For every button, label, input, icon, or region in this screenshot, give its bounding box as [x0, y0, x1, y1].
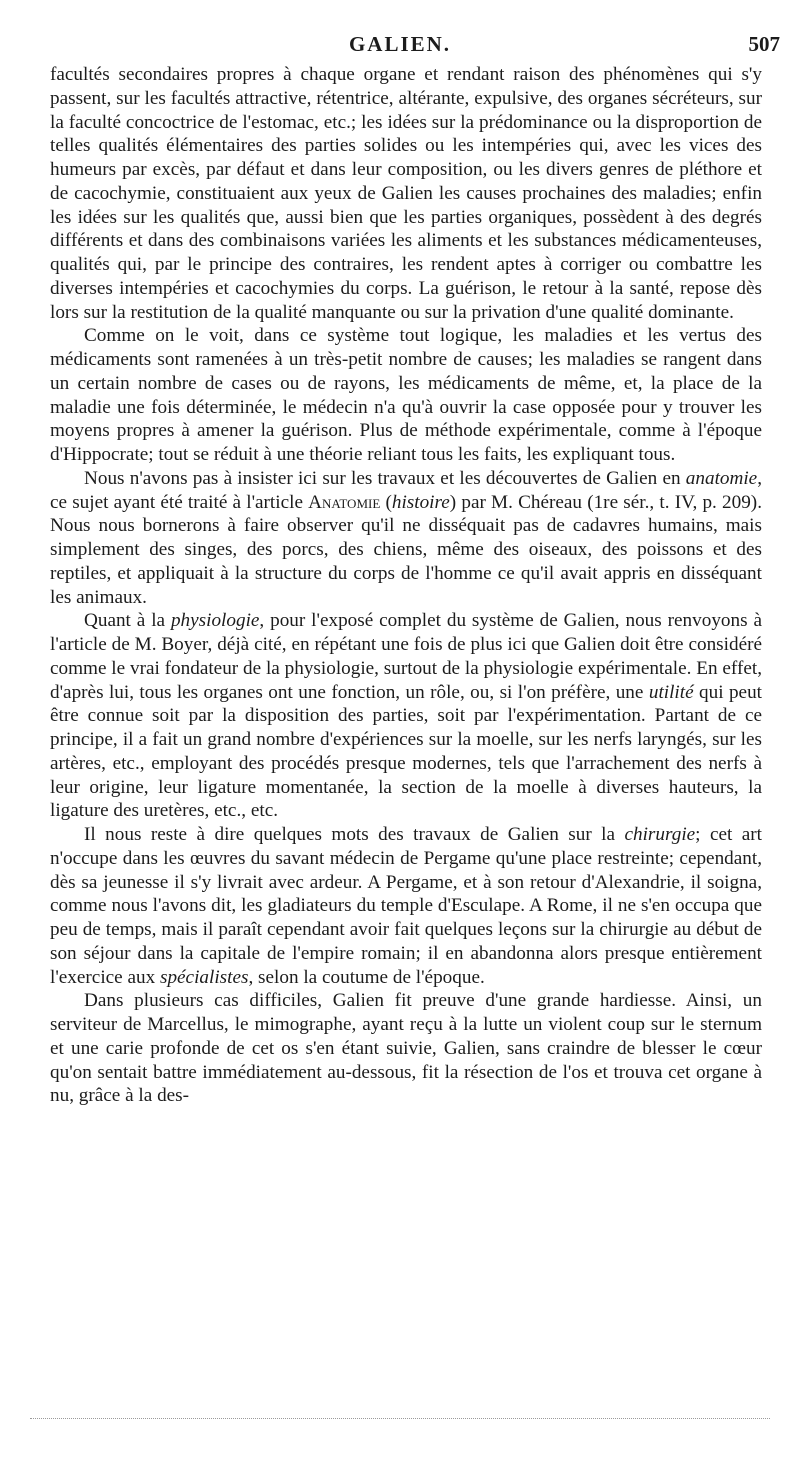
paragraph-p3-segment: anatomie — [685, 467, 758, 489]
running-head — [0, 32, 800, 62]
paragraph-p5-segment: chirurgie — [624, 824, 696, 845]
paragraph-p3-segment: , ce sujet ayant été traité à l'article — [50, 467, 762, 513]
paragraph-p4-segment: , pour l'exposé complet du système de Galien, nous renvoyons à l'article de M. Boyer, déjà cité, en répétant une fois de plus ici que Galien doit être considéré comme le vrai fondateur de la physiologie, surtout de la physiologie expérimentale. En effet, d'après lui, tous les organes ont une fonction, un rôle, ou, si l'on préfère, une — [50, 610, 762, 703]
paragraph-p4-segment: Quant à la — [84, 610, 171, 632]
paragraph-p5-segment: ; cet art n'occupe dans les œuvres du savant médecin de Pergame qu'une place restreinte; cependant, dès sa jeunesse il s'y livrait avec ardeur. A Pergame, et à son retour d'Alexandrie, il soigna, comme nous l'avons dit, les gladiateurs du temple d'Esculape. A Rome, il ne s'en occupa que peu de temps, mais il paraît cependant avoir fait quelques leçons sur la chirurgie au début de son séjour dans la capitale de l'empire romain; il en abandonna alors presque entièrement l'exercice aux — [50, 824, 762, 988]
paragraph-p3 — [50, 467, 762, 610]
paragraph-p2-segment: Comme on le voit, dans ce système tout logique, les maladies et les vertus des médicaments sont ramenées à un très-petit nombre de causes; les maladies se rangent dans un certain nombre de cases ou de rayons, les médicaments de même, et, la place de la maladie une fois déterminée, le médecin n'a qu'à ouvrir la case opposée pour y trouver les moyens propres à amener la guérison. Plus de méthode expérimentale, comme à l'époque d'Hippocrate; tout se réduit à une théorie reliant tous les faits, les expliquant tous. — [50, 325, 762, 465]
paragraph-p4-segment: qui peut être connue soit par la disposition des parties, soit par l'expérimentation. Partant de ce principe, il a fait un grand nombre d'expériences sur la moelle, sur les nerfs laryngés, sur les artères, etc., employant des procédés presque modernes, tels que l'arrachement des nerfs à leur origine, leur ligature momentanée, la section de la moelle à diverses hauteurs, la ligature des uretères, etc., etc. — [50, 681, 762, 822]
paragraph-p6 — [50, 989, 762, 1108]
paragraph-p5 — [50, 823, 762, 989]
paragraph-p3-segment: ( — [380, 491, 392, 513]
page-bottom-rule — [30, 1418, 770, 1419]
paragraph-p4 — [50, 609, 762, 823]
body-text — [50, 63, 762, 1108]
paragraph-p3-segment: histoire — [391, 491, 450, 513]
paragraph-p5-segment: spécialistes — [159, 966, 249, 988]
paragraph-p3-segment: ) par M. Chéreau (1re sér., t. IV, p. 209). Nous nous bornerons à faire observer qu'il ne disséquait pas de cadavres humains, mais simplement des singes, des porcs, des chiens, même des oiseaux, des poissons et des reptiles, et appliquait à la structure du corps de l'homme ce qu'il avait appris en disséquant les animaux. — [50, 491, 762, 608]
paragraph-p1-segment: facultés secondaires propres à chaque organe et rendant raison des phénomènes qui s'y passent, sur les facultés attractive, rétentrice, altérante, expulsive, des organes sécréteurs, sur la faculté concoctrice de l'estomac, etc.; les idées sur la prédominance ou la disproportion de telles qualités élémentaires des parties solides ou les intempéries qui, avec les vices des humeurs par excès, par défaut et dans leur composition, ou les divers genres de pléthore et de cacochymie, constituaient aux yeux de Galien les causes prochaines des maladies; enfin les idées sur les qualités que, aussi bien que les parties organiques, possèdent à des degrés différents et dans des combinaisons variées les aliments et les substances médicamenteuses, qualités qui, par le principe des contraires, les rendent aptes à corriger ou combattre les diverses intempéries et cacochymies du corps. La guérison, le retour à la santé, repose dès lors sur la restitution de la qualité manquante ou sur la privation d'une qualité dominante. — [50, 64, 762, 323]
paragraph-p4-segment: utilité — [648, 681, 694, 703]
page-number: 507 — [748, 32, 780, 56]
paragraph-p3-segment: Nous n'avons pas à insister ici sur les travaux et les découvertes de Galien en — [84, 467, 686, 489]
paragraph-p5-segment: , selon la coutume de l'époque. — [248, 966, 485, 988]
paragraph-p4-segment: physiologie — [170, 610, 260, 632]
paragraph-p2 — [50, 324, 762, 467]
running-title: GALIEN. — [348, 32, 452, 56]
paragraph-p6-segment: Dans plusieurs cas difficiles, Galien fit preuve d'une grande hardiesse. Ainsi, un serviteur de Marcellus, le mimographe, ayant reçu à la lutte un violent coup sur le sternum et une carie profonde de cet os s'en étant suivie, Galien, sans craindre de blesser le cœur qu'on sentait battre immédiatement au-dessous, fit la résection de l'os et trouva cet organe à nu, grâce à la des- — [50, 990, 762, 1107]
paragraph-p5-segment: Il nous reste à dire quelques mots des travaux de Galien sur la — [84, 824, 625, 845]
paragraph-p1 — [50, 63, 762, 324]
paragraph-p3-segment: Anatomie — [308, 491, 381, 513]
